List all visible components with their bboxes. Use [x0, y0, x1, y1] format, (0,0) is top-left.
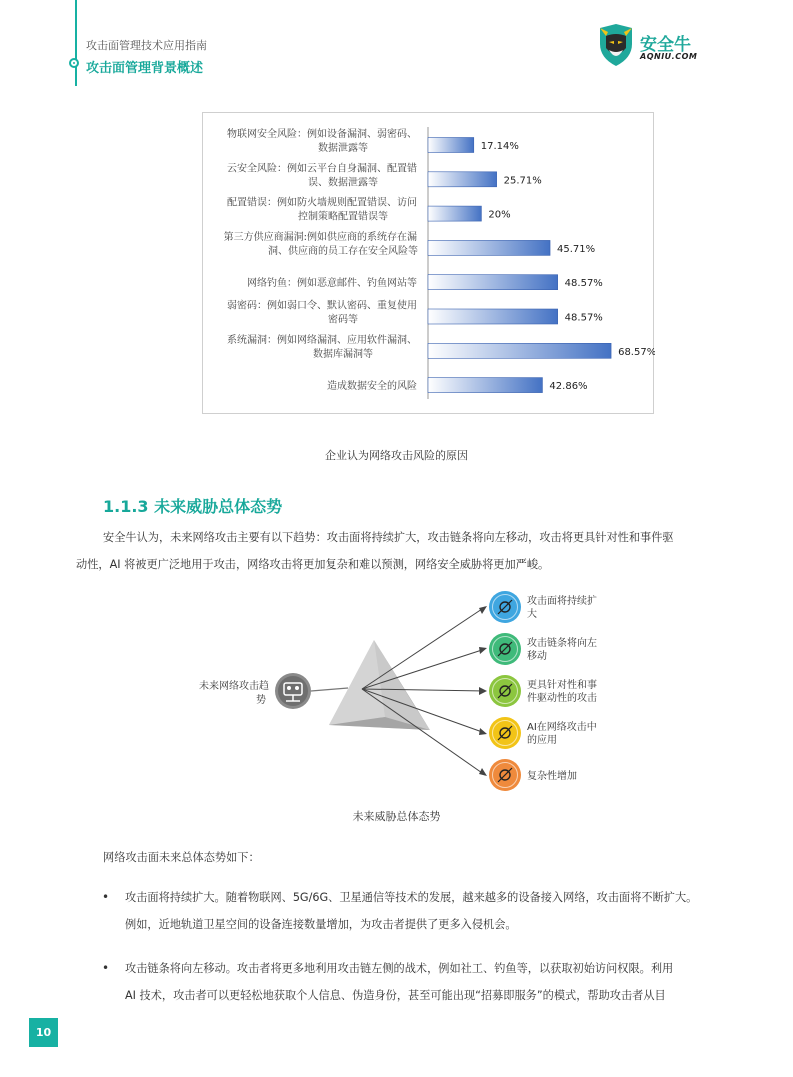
intro-line-1: 安全牛认为，未来网络攻击主要有以下趋势：攻击面将持续扩大，攻击链条将向左移动，攻击将更具针对性和事件驱	[103, 531, 674, 544]
category-label: 洞、供应商的员工存在安全风险等	[268, 245, 418, 257]
category-label: 误、数据泄露等	[308, 177, 378, 189]
bar	[428, 343, 611, 358]
bar	[428, 206, 481, 221]
diagram-source-label-1: 未来网络攻击趋	[199, 681, 269, 692]
category-label: 第三方供应商漏洞:例如供应商的系统存在漏	[223, 231, 417, 243]
bar	[428, 138, 474, 153]
category-label: 配置错误：例如防火墙规则配置错误、访问	[227, 197, 417, 209]
data-label: 45.71%	[557, 243, 596, 255]
category-label: 物联网安全风险：例如设备漏洞、弱密码、	[227, 129, 417, 140]
category-label: 数据库漏洞等	[313, 348, 373, 360]
section-heading: 1.1.3 未来威胁总体态势	[103, 497, 283, 516]
category-label: 数据泄露等	[318, 143, 368, 154]
list-intro: 网络攻击面未来总体态势如下：	[103, 851, 260, 864]
document-title: 攻击面管理技术应用指南	[86, 39, 207, 52]
header-accent-line	[75, 0, 77, 86]
data-label: 68.57%	[618, 346, 655, 358]
category-label: 造成数据安全的风险	[327, 381, 417, 393]
data-label: 48.57%	[564, 278, 603, 290]
trend-label: 件驱动性的攻击	[527, 693, 597, 704]
bullet-2-line-2: AI 技术，攻击者可以更轻松地获取个人信息、伪造身份，甚至可能出现“招募即服务”的模式，帮助攻击者从目	[125, 989, 666, 1002]
category-label: 弱密码：例如弱口令、默认密码、重复使用	[227, 300, 417, 312]
trend-label: AI在网络攻击中	[527, 722, 597, 733]
bar-chart-frame	[202, 112, 654, 414]
logo-subtext: AQNIU.COM	[640, 52, 698, 61]
logo	[596, 22, 706, 70]
page-number: 10	[29, 1018, 58, 1047]
server-globe-icon	[275, 673, 311, 709]
bar	[428, 172, 497, 187]
trend-diagram	[180, 585, 640, 825]
data-label: 48.57%	[564, 312, 603, 324]
bullet-icon: •	[102, 890, 110, 904]
bullet-1-line-1: 攻击面将持续扩大。随着物联网、5G/6G、卫星通信等技术的发展，越来越多的设备接入网络，攻击面将不断扩大。	[125, 891, 698, 904]
category-label: 系统漏洞：例如网络漏洞、应用软件漏洞、	[227, 334, 417, 346]
trend-label: 大	[527, 609, 537, 620]
trend-label: 移动	[527, 651, 547, 662]
bullet-icon: •	[102, 961, 110, 975]
category-label: 控制策略配置错误等	[298, 211, 388, 223]
data-label: 17.14%	[480, 141, 519, 152]
chart-caption: 企业认为网络攻击风险的原因	[325, 449, 468, 462]
bullet-1-line-2: 例如，近地轨道卫星空间的设备连接数量增加，为攻击者提供了更多入侵机会。	[125, 918, 517, 931]
bar	[428, 275, 558, 290]
diagram-outputs	[489, 591, 597, 791]
diagram-source-label-2: 势	[256, 695, 266, 706]
intro-line-2: 动性，AI 将被更广泛地用于攻击，网络攻击将更加复杂和难以预测，网络安全威胁将更加严峻。	[76, 558, 550, 571]
logo-text: 安全牛	[640, 35, 691, 55]
bar	[428, 309, 558, 324]
category-label: 密码等	[328, 314, 358, 326]
trend-label: 攻击面将持续扩	[527, 596, 597, 607]
bar	[428, 240, 550, 255]
data-label: 42.86%	[549, 381, 588, 393]
section-marker-icon	[69, 58, 79, 68]
bar-chart	[203, 113, 655, 415]
data-label: 20%	[488, 209, 511, 221]
bullet-2-line-1: 攻击链条将向左移动。攻击者将更多地利用攻击链左侧的战术，例如社工、钓鱼等，以获取初始访问权限。利用	[125, 962, 674, 975]
ray-arrowheads	[479, 606, 487, 776]
input-beam	[311, 688, 348, 691]
diagram-caption: 未来威胁总体态势	[352, 810, 441, 823]
section-title: 攻击面管理背景概述	[86, 61, 204, 76]
category-label: 云安全风险：例如云平台自身漏洞、配置错	[227, 163, 417, 175]
trend-label: 的应用	[527, 735, 557, 746]
trend-label: 更具针对性和事	[527, 680, 597, 691]
trend-label: 攻击链条将向左	[527, 638, 597, 649]
bar	[428, 378, 542, 393]
data-label: 25.71%	[503, 175, 542, 187]
category-label: 网络钓鱼：例如恶意邮件、钓鱼网站等	[247, 278, 417, 290]
trend-label: 复杂性增加	[527, 771, 577, 782]
